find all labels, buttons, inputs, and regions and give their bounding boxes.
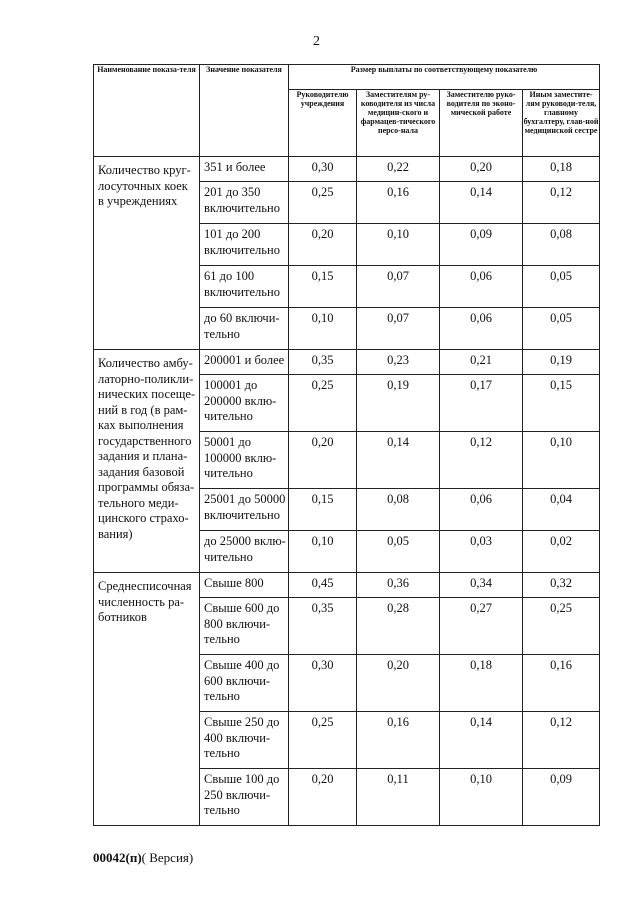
header-col-medical-deputy: Заместителям ру-ководителя из числа медицин-ского и фармацев-тического персо-нала (357, 90, 440, 157)
indicator-value: 200001 и более (200, 350, 289, 375)
payment-coefficient: 0,08 (357, 489, 440, 531)
indicator-value: до 60 включи-тельно (200, 308, 289, 350)
payment-coefficient: 0,04 (523, 489, 600, 531)
payment-coefficient: 0,16 (357, 182, 440, 224)
table-row (94, 350, 600, 375)
payment-coefficient: 0,10 (357, 224, 440, 266)
payment-coefficient: 0,12 (440, 432, 523, 489)
payment-coefficient: 0,35 (289, 350, 357, 375)
payment-coefficient: 0,30 (289, 655, 357, 712)
payment-table (93, 64, 600, 826)
header-col-economic-deputy: Заместителю руко-водителя по эконо-мической работе (440, 90, 523, 157)
indicator-value: 351 и более (200, 157, 289, 182)
payment-coefficient: 0,09 (523, 769, 600, 826)
indicator-value: Свыше 100 до 250 включи-тельно (200, 769, 289, 826)
indicator-name: Среднесписочная численность ра-ботников (94, 573, 200, 826)
table-row (94, 573, 600, 598)
indicator-name: Количество круг-лосуточных коек в учреждениях (94, 157, 200, 350)
header-indicator-value: Значение показателя (200, 65, 289, 157)
indicator-value: 25001 до 50000 включительно (200, 489, 289, 531)
payment-coefficient: 0,20 (357, 655, 440, 712)
indicator-value: 201 до 350 включительно (200, 182, 289, 224)
payment-coefficient: 0,05 (357, 531, 440, 573)
payment-coefficient: 0,20 (289, 224, 357, 266)
payment-coefficient: 0,11 (357, 769, 440, 826)
payment-coefficient: 0,21 (440, 350, 523, 375)
payment-coefficient: 0,22 (357, 157, 440, 182)
payment-coefficient: 0,14 (440, 712, 523, 769)
payment-coefficient: 0,10 (523, 432, 600, 489)
document-footer (93, 850, 193, 866)
indicator-value: Свыше 400 до 600 включи-тельно (200, 655, 289, 712)
payment-coefficient: 0,18 (523, 157, 600, 182)
payment-coefficient: 0,17 (440, 375, 523, 432)
payment-coefficient: 0,10 (440, 769, 523, 826)
header-payment-size: Размер выплаты по соответствующему показателю (289, 65, 600, 90)
payment-coefficient: 0,06 (440, 266, 523, 308)
payment-coefficient: 0,36 (357, 573, 440, 598)
payment-coefficient: 0,15 (523, 375, 600, 432)
payment-coefficient: 0,25 (289, 375, 357, 432)
payment-coefficient: 0,05 (523, 266, 600, 308)
payment-coefficient: 0,06 (440, 308, 523, 350)
payment-coefficient: 0,10 (289, 531, 357, 573)
payment-coefficient: 0,34 (440, 573, 523, 598)
header-col-head: Руководителю учреждения (289, 90, 357, 157)
payment-coefficient: 0,05 (523, 308, 600, 350)
payment-coefficient: 0,45 (289, 573, 357, 598)
payment-coefficient: 0,18 (440, 655, 523, 712)
payment-coefficient: 0,02 (523, 531, 600, 573)
indicator-value: до 25000 вклю-чительно (200, 531, 289, 573)
payment-coefficient: 0,25 (289, 182, 357, 224)
indicator-name: Количество амбу-латорно-поликли-нических посеще-ний в год (в рам-ках выполнения государственного задания и плана-задания базовой программы обяза-тельного меди-цинского страхо-вания) (94, 350, 200, 573)
indicator-value: 61 до 100 включительно (200, 266, 289, 308)
payment-coefficient: 0,14 (357, 432, 440, 489)
payment-coefficient: 0,08 (523, 224, 600, 266)
document-code: 00042(п) (93, 850, 142, 865)
payment-coefficient: 0,07 (357, 266, 440, 308)
document-version: ( Версия) (141, 850, 194, 865)
table-body (94, 157, 600, 826)
payment-coefficient: 0,12 (523, 712, 600, 769)
payment-coefficient: 0,25 (289, 712, 357, 769)
payment-coefficient: 0,20 (289, 769, 357, 826)
payment-coefficient: 0,16 (523, 655, 600, 712)
payment-coefficient: 0,23 (357, 350, 440, 375)
payment-coefficient: 0,15 (289, 489, 357, 531)
payment-coefficient: 0,30 (289, 157, 357, 182)
indicator-value: Свыше 250 до 400 включи-тельно (200, 712, 289, 769)
payment-coefficient: 0,12 (523, 182, 600, 224)
indicator-value: Свыше 800 (200, 573, 289, 598)
table-row (94, 157, 600, 182)
payment-coefficient: 0,15 (289, 266, 357, 308)
page-number: 2 (313, 34, 320, 49)
payment-coefficient: 0,27 (440, 598, 523, 655)
indicator-value: 50001 до 100000 вклю-чительно (200, 432, 289, 489)
payment-coefficient: 0,06 (440, 489, 523, 531)
payment-coefficient: 0,20 (289, 432, 357, 489)
payment-coefficient: 0,03 (440, 531, 523, 573)
payment-coefficient: 0,25 (523, 598, 600, 655)
payment-coefficient: 0,10 (289, 308, 357, 350)
indicator-value: 100001 до 200000 вклю-чительно (200, 375, 289, 432)
payment-coefficient: 0,07 (357, 308, 440, 350)
payment-coefficient: 0,16 (357, 712, 440, 769)
payment-coefficient: 0,28 (357, 598, 440, 655)
payment-coefficient: 0,32 (523, 573, 600, 598)
payment-coefficient: 0,09 (440, 224, 523, 266)
payment-coefficient: 0,19 (357, 375, 440, 432)
header-col-other-deputies: Иным заместите-лям руководи-теля, главному бухгалтеру, глав-ной медицинской сестре (523, 90, 600, 157)
payment-coefficient: 0,19 (523, 350, 600, 375)
payment-coefficient: 0,20 (440, 157, 523, 182)
payment-coefficient: 0,14 (440, 182, 523, 224)
payment-coefficient: 0,35 (289, 598, 357, 655)
indicator-value: Свыше 600 до 800 включи-тельно (200, 598, 289, 655)
indicator-value: 101 до 200 включительно (200, 224, 289, 266)
header-indicator-name: Наименование показа-теля (94, 65, 200, 157)
